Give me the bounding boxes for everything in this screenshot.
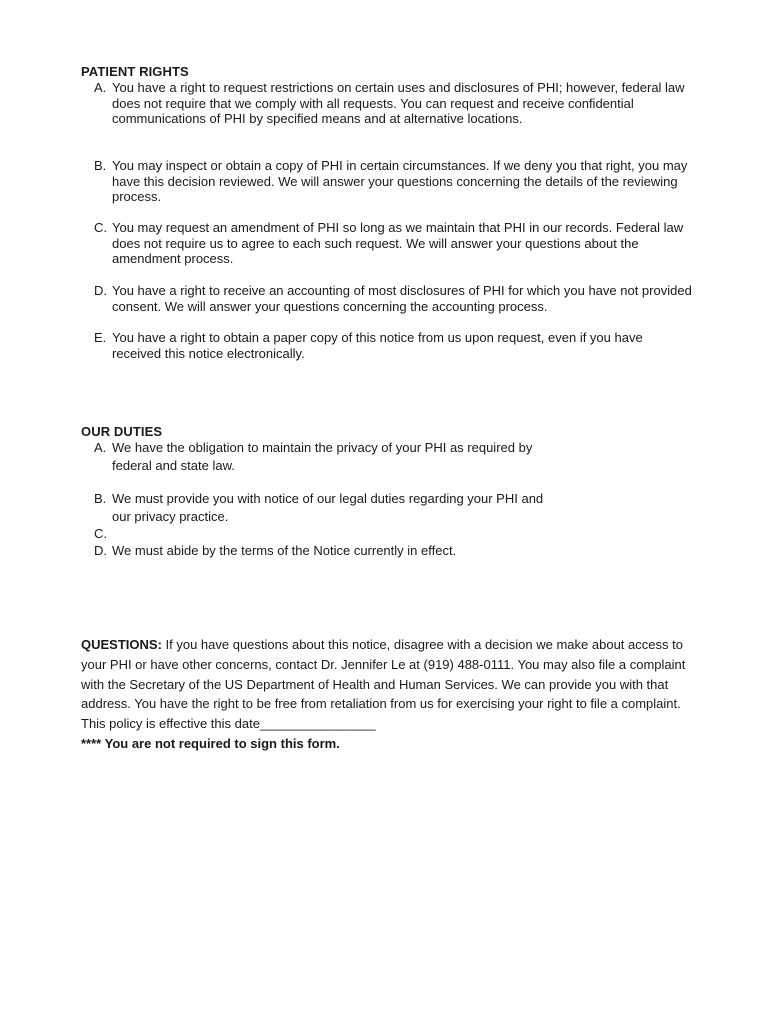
item-letter: C. bbox=[94, 526, 107, 541]
patient-rights-item-d bbox=[94, 283, 694, 314]
item-text: You have a right to obtain a paper copy of this notice from us upon request, even if you have received this notice electronically. bbox=[112, 330, 643, 361]
item-letter: C. bbox=[94, 220, 107, 235]
item-letter: D. bbox=[94, 283, 107, 298]
questions-label: QUESTIONS: bbox=[81, 637, 162, 652]
patient-rights-item-e bbox=[94, 330, 694, 361]
item-letter: E. bbox=[94, 330, 107, 345]
item-text: You may inspect or obtain a copy of PHI in certain circumstances. If we deny you that right, you may have this decision reviewed. We will answer your questions concerning the details of the reviewing process. bbox=[112, 158, 688, 205]
patient-rights-item-a bbox=[94, 80, 694, 127]
item-letter: D. bbox=[94, 543, 107, 558]
item-text: You may request an amendment of PHI so long as we maintain that PHI in our records. Federal law does not require us to agree to each such request. We will answer your questions about the amendment process. bbox=[112, 220, 684, 267]
item-letter: A. bbox=[94, 80, 107, 95]
signature-footnote: **** You are not required to sign this form. bbox=[81, 735, 340, 751]
item-text: You have a right to request restrictions on certain uses and disclosures of PHI; however, federal law does not require that we comply with all requests. You can request and receive confidential communications of PHI by specified means and at alternative locations. bbox=[112, 80, 685, 127]
item-letter: A. bbox=[94, 440, 107, 455]
our-duties-heading: OUR DUTIES bbox=[81, 424, 163, 439]
item-text: We must provide you with notice of our legal duties regarding your PHI and our privacy practice. bbox=[112, 491, 544, 524]
patient-rights-item-c bbox=[94, 220, 694, 267]
our-duties-item-b bbox=[94, 490, 564, 525]
our-duties-item-a bbox=[94, 439, 564, 474]
questions-text: If you have questions about this notice, disagree with a decision we make about access to your PHI or have other concerns, contact Dr. Jennifer Le at (919) 488-0111. You may also file a complaint with the Secretary of the US Department of Health and Human Services. We can provide you with that address. You have the right to be free from retaliation from us for exercising your right to file a complaint. This policy is effective this date________________ bbox=[81, 637, 686, 732]
patient-rights-item-b bbox=[94, 158, 694, 205]
item-letter: B. bbox=[94, 491, 107, 506]
item-letter: B. bbox=[94, 158, 107, 173]
our-duties-item-d bbox=[94, 542, 564, 560]
item-text: We must abide by the terms of the Notice currently in effect. bbox=[112, 543, 457, 558]
patient-rights-heading: PATIENT RIGHTS bbox=[81, 64, 189, 79]
item-text: We have the obligation to maintain the privacy of your PHI as required by federal and state law. bbox=[112, 440, 533, 473]
questions-paragraph bbox=[81, 635, 686, 754]
item-text: You have a right to receive an accounting of most disclosures of PHI for which you have not provided consent. We will answer your questions concerning the accounting process. bbox=[112, 283, 692, 314]
